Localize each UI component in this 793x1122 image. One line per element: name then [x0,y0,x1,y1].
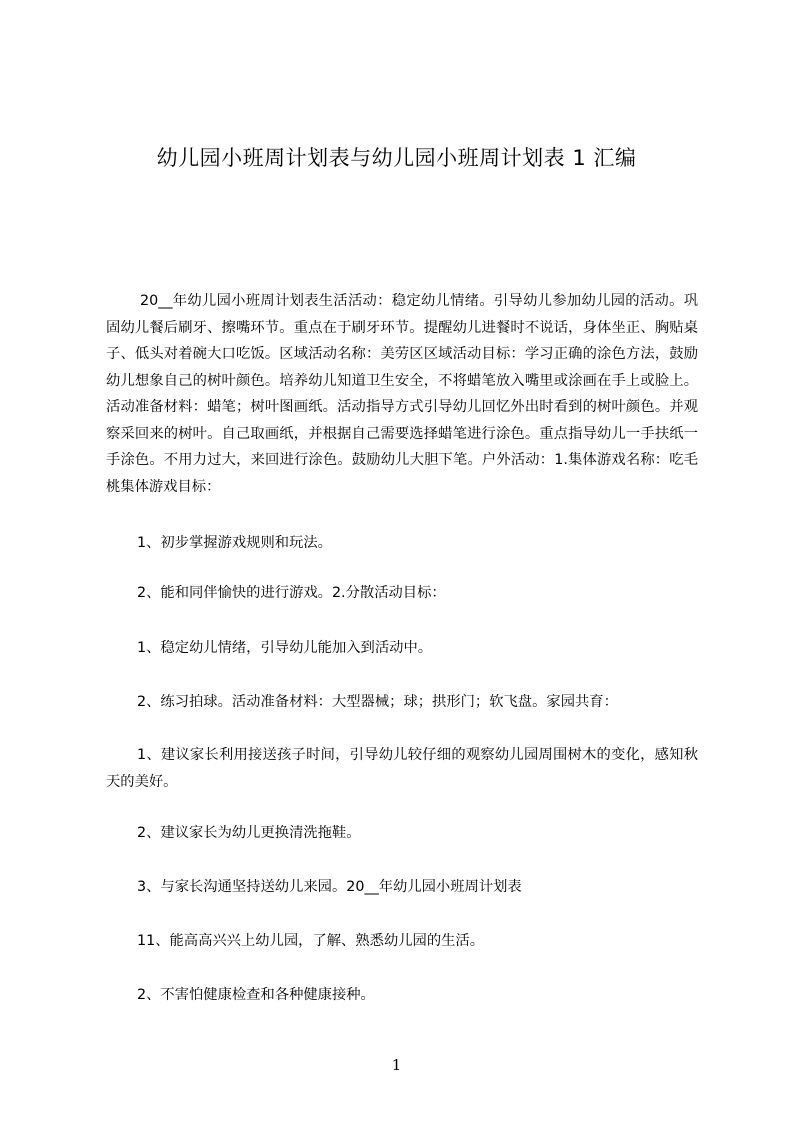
list-item: 1、稳定幼儿情绪，引导幼儿能加入到活动中。 [137,640,433,656]
list-item: 11、能高高兴兴上幼儿园，了解、熟悉幼儿园的生活。 [137,933,485,949]
page-number: 1 [391,1056,402,1074]
document-title: 幼儿园小班周计划表与幼儿园小班周计划表 1 汇编 [156,146,637,170]
list-item: 1、建议家长利用接送孩子时间，引导幼儿较仔细的观察幼儿园周围树木的变化，感知秋天的美好。 [106,747,698,790]
list-item: 2、建议家长为幼儿更换清洗拖鞋。 [137,825,361,841]
list-item: 1、初步掌握游戏规则和玩法。 [137,535,332,551]
list-item: 2、练习拍球。活动准备材料：大型器械；球；拱形门；软飞盘。家园共育： [137,694,618,710]
list-item: 2、能和同伴愉快的进行游戏。2.分散活动目标： [137,585,446,601]
list-item: 2、不害怕健康检查和各种健康接种。 [137,987,375,1003]
list-item: 3、与家长沟通坚持送幼儿来园。20__年幼儿园小班周计划表 [137,879,522,895]
intro-paragraph: 20__年幼儿园小班周计划表生活活动：稳定幼儿情绪。引导幼儿参加幼儿园的活动。巩固幼儿餐后刷牙、擦嘴环节。重点在于刷牙环节。提醒幼儿进餐时不说话，身体坐正、胸贴桌子、低头对着碗大口吃饭。区域活动名称：美劳区区域活动目标：学习正确的涂色方法，鼓励幼儿想象自己的树叶颜色。培养幼儿知道卫生安全，不将蜡笔放入嘴里或涂画在手上或脸上。活动准备材料：蜡笔；树叶图画纸。活动指导方式引导幼儿回忆外出时看到的树叶颜色。并观察采回来的树叶。自己取画纸，并根据自己需要选择蜡笔进行涂色。重点指导幼儿一手扶纸一手涂色。不用力过大，来回进行涂色。鼓励幼儿大胆下笔。户外活动：1.集体游戏名称：吃毛桃集体游戏目标： [106,293,698,495]
